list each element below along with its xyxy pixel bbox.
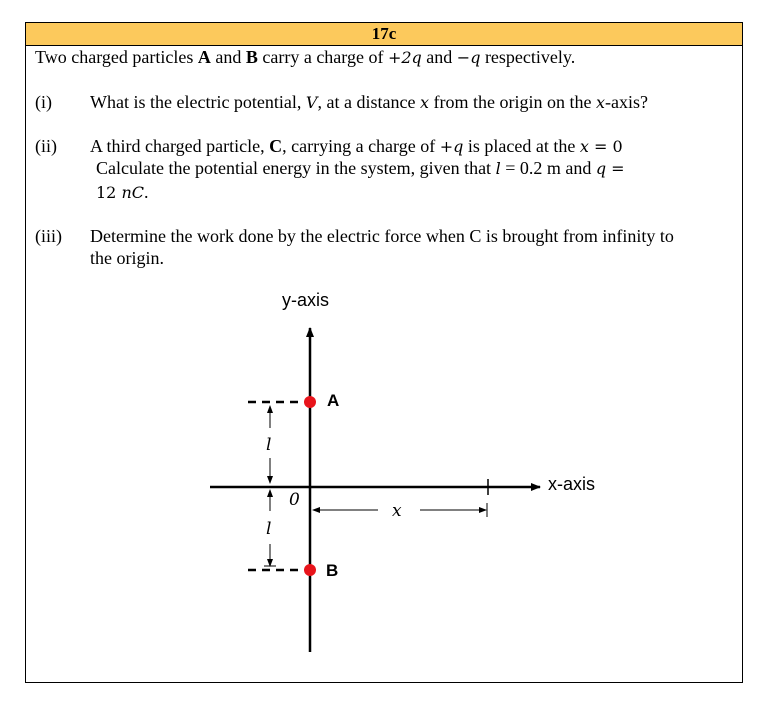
part-iii-line2: the origin. xyxy=(90,248,164,268)
part-i-text: What is the electric potential, V, at a distance x from the origin on the x-axis? xyxy=(90,92,648,112)
y-axis-label: y-axis xyxy=(282,290,330,310)
question-number-header: 17c xyxy=(26,23,742,46)
point-b xyxy=(304,564,316,576)
part-ii-line3: 12 nC. xyxy=(96,182,149,202)
part-i-number: (i) xyxy=(35,92,52,112)
part-iii-line1: Determine the work done by the electric force when C is brought from infinity to xyxy=(90,226,674,246)
x-distance-label: x xyxy=(392,501,402,521)
part-ii-number: (ii) xyxy=(35,136,57,156)
point-b-label: B xyxy=(326,561,339,580)
part-iii-number: (iii) xyxy=(35,226,62,246)
intro-text: Two charged particles A and B carry a charge of +2q and −q respectively. xyxy=(35,47,576,67)
part-ii-line1: A third charged particle, C, carrying a charge of +q is placed at the x = 0 xyxy=(90,136,623,156)
lower-distance-label: l xyxy=(266,519,272,539)
part-ii-line2: Calculate the potential energy in the system, given that l = 0.2 m and q = xyxy=(96,158,625,178)
origin-label: 0 xyxy=(289,490,300,510)
x-axis-label: x-axis xyxy=(548,474,596,494)
upper-distance-label: l xyxy=(266,435,272,455)
point-a xyxy=(304,396,316,408)
point-a-label: A xyxy=(327,391,340,410)
